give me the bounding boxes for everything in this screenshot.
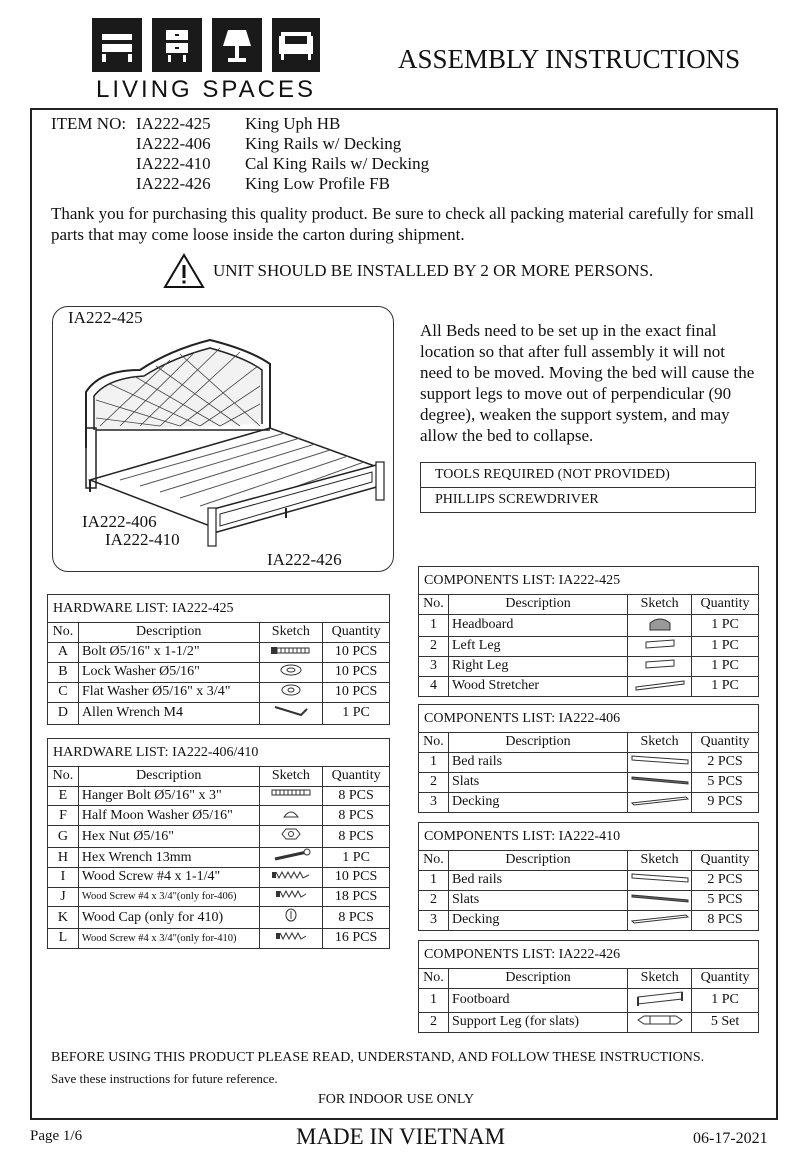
row-no: 1 (419, 988, 449, 1012)
hardware-table-425 (47, 594, 390, 725)
decking-icon (630, 793, 690, 807)
row-no: 3 (419, 910, 449, 930)
row-desc: Hex Nut Ø5/16" (78, 826, 259, 848)
warning-text: UNIT SHOULD BE INSTALLED BY 2 OR MORE PERSONS. (213, 261, 654, 280)
row-no: F (48, 806, 79, 826)
row-desc: Wood Cap (only for 410) (78, 907, 259, 929)
row-desc: Flat Washer Ø5/16" x 3/4" (78, 682, 259, 702)
footer-save-note: Save these instructions for future reference. (51, 1071, 278, 1086)
table-title: COMPONENTS LIST: IA222-406 (419, 705, 759, 733)
table-title: HARDWARE LIST: IA222-406/410 (48, 739, 390, 767)
label-cal-rails: IA222-410 (105, 530, 180, 549)
row-qty: 1 PC (692, 676, 759, 696)
table-row (419, 1012, 759, 1032)
col-qty: Quantity (692, 969, 759, 989)
table-row (48, 642, 390, 662)
col-desc: Description (448, 595, 627, 615)
row-desc: Half Moon Washer Ø5/16" (78, 806, 259, 826)
table-row (48, 907, 390, 929)
short-screw-icon (271, 930, 311, 942)
short-screw-icon (271, 888, 311, 900)
row-no: A (48, 642, 79, 662)
row-qty: 8 PCS (323, 786, 390, 806)
row-no: J (48, 887, 79, 907)
item-no-label: ITEM NO: (51, 114, 127, 133)
row-no: 1 (419, 870, 449, 890)
leg-icon (638, 657, 682, 671)
col-sketch: Sketch (628, 595, 692, 615)
item-code: IA222-406 (136, 134, 211, 153)
table-row (419, 870, 759, 890)
row-qty: 1 PC (692, 656, 759, 676)
row-no: 3 (419, 656, 449, 676)
table-row (419, 676, 759, 696)
col-no: No. (419, 595, 449, 615)
brand-name: LIVING SPACES (96, 76, 316, 103)
row-desc: Left Leg (448, 636, 627, 656)
doc-date: 06-17-2021 (693, 1130, 768, 1147)
warning-icon (163, 253, 205, 289)
table-row (48, 887, 390, 907)
row-qty: 10 PCS (323, 662, 390, 682)
table-row (419, 656, 759, 676)
col-no: No. (48, 623, 79, 643)
col-desc: Description (78, 767, 259, 787)
slat-icon (630, 773, 690, 787)
slat-icon (630, 891, 690, 905)
row-qty: 1 PC (692, 614, 759, 636)
components-table-426 (418, 940, 759, 1033)
row-qty: 1 PC (692, 636, 759, 656)
col-qty: Quantity (323, 623, 390, 643)
row-no: C (48, 682, 79, 702)
item-code: IA222-410 (136, 154, 211, 173)
row-desc: Lock Washer Ø5/16" (78, 662, 259, 682)
table-row (419, 614, 759, 636)
row-qty: 8 PCS (323, 806, 390, 826)
table-row (48, 826, 390, 848)
intro-text: Thank you for purchasing this quality product. Be sure to check all packing material carefully for small parts that may come loose inside the carton during shipment. (51, 204, 754, 244)
col-no: No. (48, 767, 79, 787)
table-title: COMPONENTS LIST: IA222-425 (419, 567, 759, 595)
row-qty: 8 PCS (323, 907, 390, 929)
row-desc: Support Leg (for slats) (448, 1012, 627, 1032)
table-row (48, 929, 390, 949)
wood-cap-icon (276, 907, 306, 923)
row-no: 1 (419, 614, 449, 636)
table-row (48, 868, 390, 888)
row-no: I (48, 868, 79, 888)
col-no: No. (419, 969, 449, 989)
item-row (51, 174, 429, 194)
row-desc: Footboard (448, 988, 627, 1012)
col-qty: Quantity (323, 767, 390, 787)
table-row (48, 848, 390, 868)
row-no: H (48, 848, 79, 868)
row-qty: 10 PCS (323, 642, 390, 662)
tools-table (420, 462, 756, 513)
table-title: COMPONENTS LIST: IA222-426 (419, 941, 759, 969)
col-qty: Quantity (692, 851, 759, 871)
row-qty: 2 PCS (692, 752, 759, 772)
footer-warning: BEFORE USING THIS PRODUCT PLEASE READ, UNDERSTAND, AND FOLLOW THESE INSTRUCTIONS. (51, 1050, 705, 1065)
row-qty: 9 PCS (692, 792, 759, 812)
hanger-bolt-icon (269, 787, 313, 799)
table-row (419, 988, 759, 1012)
half-moon-washer-icon (276, 806, 306, 820)
col-qty: Quantity (692, 595, 759, 615)
row-qty: 1 PC (323, 702, 390, 724)
row-no: E (48, 786, 79, 806)
page-number: Page 1/6 (30, 1128, 83, 1144)
table-row (419, 910, 759, 930)
col-no: No. (419, 733, 449, 753)
col-no: No. (419, 851, 449, 871)
tools-header: TOOLS REQUIRED (NOT PROVIDED) (421, 463, 756, 488)
row-desc: Wood Screw #4 x 1-1/4" (78, 868, 259, 888)
row-no: 2 (419, 636, 449, 656)
hex-wrench-icon (269, 848, 313, 862)
label-rails: IA222-406 (82, 512, 157, 531)
item-code: IA222-426 (136, 174, 211, 193)
table-row (48, 786, 390, 806)
bed-rail-icon (630, 753, 690, 767)
hardware-table-406-410 (47, 738, 390, 949)
item-no-label (51, 174, 136, 194)
bolt-icon (269, 643, 313, 657)
item-row (51, 154, 429, 174)
row-desc: Hex Wrench 13mm (78, 848, 259, 868)
table-row (48, 662, 390, 682)
item-no-label (51, 134, 136, 154)
row-desc: Decking (448, 910, 627, 930)
col-qty: Quantity (692, 733, 759, 753)
col-sketch: Sketch (628, 969, 692, 989)
row-qty: 1 PC (323, 848, 390, 868)
label-headboard: IA222-425 (68, 308, 143, 327)
setup-note: All Beds need to be set up in the exact final location so that after full assembly it will not need to be moved. Moving the bed will cause the support legs to move out of perpendicular (90 degree), weaken the support system, and may allow the bed to collapse. (420, 321, 755, 445)
footboard-icon (632, 989, 688, 1007)
row-no: B (48, 662, 79, 682)
table-title: COMPONENTS LIST: IA222-410 (419, 823, 759, 851)
item-row (51, 134, 429, 154)
item-name: Cal King Rails w/ Decking (245, 154, 430, 173)
components-table-425 (418, 566, 759, 697)
item-no-label (51, 154, 136, 174)
table-row (419, 752, 759, 772)
row-qty: 2 PCS (692, 870, 759, 890)
row-no: K (48, 907, 79, 929)
row-qty: 8 PCS (323, 826, 390, 848)
row-qty: 5 PCS (692, 890, 759, 910)
row-desc: Wood Stretcher (448, 676, 627, 696)
row-desc: Bed rails (448, 752, 627, 772)
item-name: King Rails w/ Decking (245, 134, 402, 153)
row-no: 2 (419, 1012, 449, 1032)
item-name: King Low Profile FB (245, 174, 390, 193)
row-desc: Bolt Ø5/16" x 1-1/2" (78, 642, 259, 662)
tools-item: PHILLIPS SCREWDRIVER (421, 488, 756, 513)
item-name: King Uph HB (245, 114, 341, 133)
row-desc: Slats (448, 890, 627, 910)
row-no: G (48, 826, 79, 848)
stretcher-icon (632, 677, 688, 691)
support-leg-icon (630, 1013, 690, 1027)
components-table-406 (418, 704, 759, 813)
col-desc: Description (78, 623, 259, 643)
row-desc: Right Leg (448, 656, 627, 676)
row-no: 3 (419, 792, 449, 812)
row-qty: 1 PC (692, 988, 759, 1012)
row-desc: Wood Screw #4 x 3/4"(only for-406) (78, 887, 259, 907)
item-row (51, 114, 429, 134)
lock-washer-icon (276, 663, 306, 677)
table-row (419, 792, 759, 812)
item-code: IA222-425 (136, 114, 211, 133)
warning-line (163, 253, 653, 289)
table-row (48, 702, 390, 724)
row-no: 4 (419, 676, 449, 696)
footer-indoor: FOR INDOOR USE ONLY (318, 1092, 475, 1107)
hex-nut-icon (276, 826, 306, 842)
leg-icon (638, 637, 682, 651)
row-desc: Decking (448, 792, 627, 812)
row-desc: Wood Screw #4 x 3/4"(only for-410) (78, 929, 259, 949)
col-sketch: Sketch (628, 851, 692, 871)
made-in: MADE IN VIETNAM (296, 1124, 506, 1149)
row-no: L (48, 929, 79, 949)
components-table-410 (418, 822, 759, 931)
bed-rail-icon (630, 871, 690, 885)
row-no: 2 (419, 772, 449, 792)
table-title: HARDWARE LIST: IA222-425 (48, 595, 390, 623)
row-desc: Slats (448, 772, 627, 792)
row-desc: Bed rails (448, 870, 627, 890)
item-list (51, 114, 429, 194)
table-row (419, 890, 759, 910)
row-qty: 18 PCS (323, 887, 390, 907)
col-desc: Description (448, 969, 627, 989)
headboard-icon (640, 615, 680, 631)
decking-icon (630, 911, 690, 925)
row-desc: Hanger Bolt Ø5/16" x 3" (78, 786, 259, 806)
col-sketch: Sketch (628, 733, 692, 753)
table-row (419, 636, 759, 656)
col-desc: Description (448, 733, 627, 753)
label-footboard: IA222-426 (267, 550, 342, 569)
col-sketch: Sketch (259, 767, 323, 787)
row-no: 1 (419, 752, 449, 772)
wood-screw-icon (269, 869, 313, 881)
row-qty: 10 PCS (323, 868, 390, 888)
allen-wrench-icon (271, 703, 311, 719)
row-no: D (48, 702, 79, 724)
col-desc: Description (448, 851, 627, 871)
table-row (48, 682, 390, 702)
row-no: 2 (419, 890, 449, 910)
flat-washer-icon (276, 683, 306, 697)
row-qty: 16 PCS (323, 929, 390, 949)
col-sketch: Sketch (259, 623, 323, 643)
page-title: ASSEMBLY INSTRUCTIONS (398, 44, 741, 74)
row-desc: Allen Wrench M4 (78, 702, 259, 724)
row-qty: 5 PCS (692, 772, 759, 792)
row-desc: Headboard (448, 614, 627, 636)
row-qty: 10 PCS (323, 682, 390, 702)
row-qty: 5 Set (692, 1012, 759, 1032)
table-row (419, 772, 759, 792)
row-qty: 8 PCS (692, 910, 759, 930)
table-row (48, 806, 390, 826)
